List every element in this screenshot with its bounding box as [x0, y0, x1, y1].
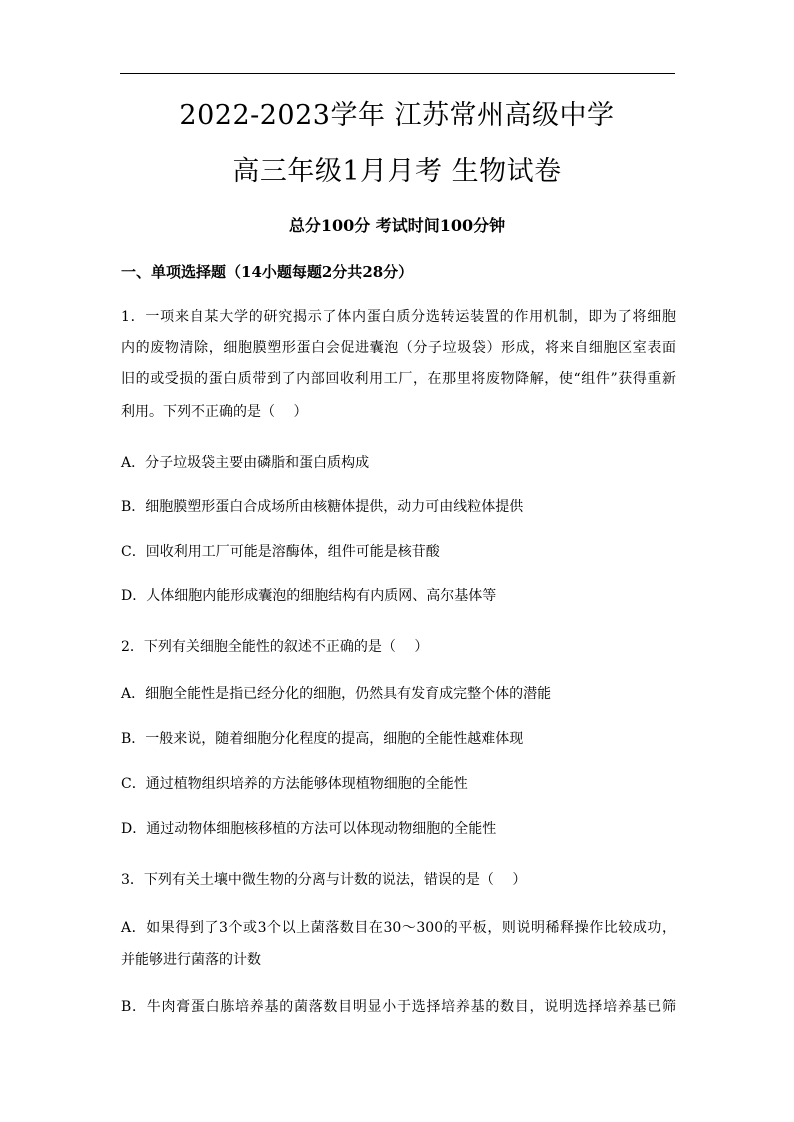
q3-option-b-line-1: B．牛肉膏蛋白胨培养基的菌落数目明显小于选择培养基的数目，说明选择培养基已筛 — [121, 999, 676, 1015]
header-rule — [120, 73, 675, 74]
q1-stem-line-1: 1．一项来自某大学的研究揭示了体内蛋白质分选转运装置的作用机制，即为了将细胞 — [121, 309, 676, 325]
q2-option-d: D．通过动物体细胞核移植的方法可以体现动物细胞的全能性 — [121, 821, 497, 837]
section-heading: 一、单项选择题（14小题每题2分共28分） — [121, 263, 414, 281]
q3-stem: 3．下列有关土壤中微生物的分离与计数的说法，错误的是（ ） — [121, 872, 527, 888]
q3-option-a-line-2: 并能够进行菌落的计数 — [121, 952, 261, 968]
q1-stem-line-4: 利用。下列不正确的是（ ） — [121, 404, 308, 420]
q1-option-d: D．人体细胞内能形成囊泡的细胞结构有内质网、高尔基体等 — [121, 588, 497, 604]
q2-option-c: C．通过植物组织培养的方法能够体现植物细胞的全能性 — [121, 776, 468, 792]
exam-info: 总分100分 考试时间100分钟 — [288, 216, 506, 235]
page-title-line2: 高三年级1月月考 生物试卷 — [232, 156, 562, 187]
q3-option-a-line-1: A．如果得到了3个或3个以上菌落数目在30～300的平板，则说明稀释操作比较成功， — [121, 920, 676, 936]
q2-option-b: B．一般来说，随着细胞分化程度的提高，细胞的全能性越难体现 — [121, 731, 524, 747]
page-title-line1: 2022-2023学年 江苏常州高级中学 — [179, 100, 615, 131]
q1-option-b: B．细胞膜塑形蛋白合成场所由核糖体提供，动力可由线粒体提供 — [121, 499, 524, 515]
q1-stem-line-3: 旧的或受损的蛋白质带到了内部回收利用工厂，在那里将废物降解，使“组件”获得重新 — [121, 371, 676, 387]
q2-stem: 2．下列有关细胞全能性的叙述不正确的是（ ） — [121, 639, 429, 655]
q1-stem-line-2: 内的废物清除，细胞膜塑形蛋白会促进囊泡（分子垃圾袋）形成，将来自细胞区室表面 — [121, 340, 676, 356]
q2-option-a: A．细胞全能性是指已经分化的细胞，仍然具有发育成完整个体的潜能 — [121, 686, 552, 702]
q1-option-a: A．分子垃圾袋主要由磷脂和蛋白质构成 — [121, 455, 370, 471]
q1-option-c: C．回收利用工厂可能是溶酶体，组件可能是核苷酸 — [121, 544, 440, 560]
